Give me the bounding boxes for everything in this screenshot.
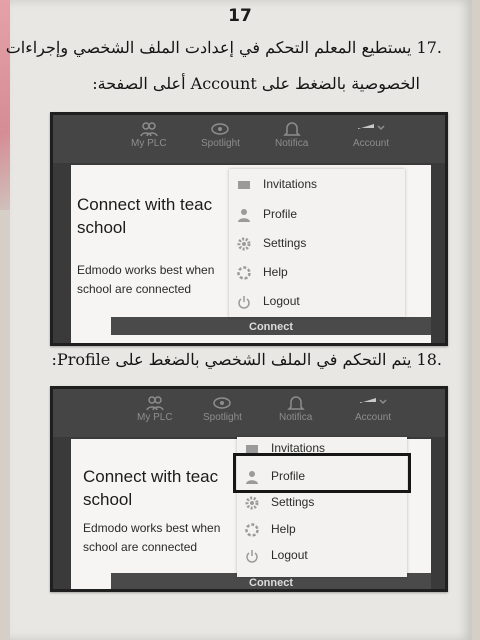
page-number: 17 [228, 6, 252, 26]
nav-label: Account [355, 412, 392, 423]
group-icon [145, 395, 165, 411]
step17-line1: .17 يستطيع المعلم التحكم في إعدادت الملف الشخصي وإجراءات [5, 38, 442, 57]
menu-item-label: Help [271, 522, 296, 536]
group-icon [139, 121, 159, 137]
screenshot-account-menu [50, 112, 448, 346]
bell-icon [282, 121, 302, 137]
menu-item-label: Logout [263, 294, 300, 308]
nav-my-plc[interactable] [131, 121, 167, 149]
menu-item-label: Invitations [263, 177, 318, 191]
nav-my-plc[interactable] [137, 395, 173, 423]
nav-label: Spotlight [203, 412, 242, 423]
nav-label: My PLC [137, 412, 173, 423]
top-navigation-bar [53, 115, 445, 163]
nav-spotlight[interactable] [201, 121, 240, 149]
spotlight-icon [212, 395, 232, 411]
connect-school-text: Edmodo works best when school are connected [77, 263, 215, 296]
menu-item-label: Help [263, 265, 288, 279]
connect-school-title: Connect with teac school [77, 195, 213, 237]
nav-label: Notifica [279, 412, 313, 423]
step18-line1: .18 يتم التحكم في الملف الشخصي بالضغط على Profile: [51, 350, 442, 369]
connect-button[interactable]: Connect [111, 317, 431, 335]
power-icon [237, 295, 251, 309]
menu-item-invitations[interactable] [229, 173, 405, 197]
account-flag-icon [356, 121, 386, 137]
menu-item-label: Invitations [271, 441, 326, 455]
profile-highlight-box [233, 453, 411, 493]
nav-account[interactable] [355, 395, 391, 423]
menu-item-logout[interactable] [237, 544, 407, 568]
user-icon [237, 208, 251, 222]
menu-item-label: Profile [263, 207, 298, 221]
nav-label: Account [353, 138, 390, 149]
menu-item-label: Profile [271, 469, 306, 483]
menu-item-logout[interactable] [229, 290, 405, 314]
account-flag-icon [358, 395, 388, 411]
gear-icon [245, 496, 259, 510]
bell-icon [286, 395, 306, 411]
envelope-icon [237, 178, 251, 192]
menu-item-settings[interactable] [229, 232, 405, 256]
connect-school-title: Connect with teac school [83, 467, 219, 509]
menu-item-help[interactable] [229, 261, 405, 285]
menu-item-help[interactable] [237, 518, 407, 542]
menu-item-label: Settings [263, 236, 307, 250]
spotlight-icon [210, 121, 230, 137]
gear-icon [237, 237, 251, 251]
screenshot-profile-highlight [50, 386, 448, 592]
nav-spotlight[interactable] [203, 395, 242, 423]
connect-school-text: Edmodo works best when school are connected [83, 521, 221, 554]
power-icon [245, 549, 259, 563]
menu-item-settings[interactable] [237, 491, 407, 515]
step17-line2: الخصوصية بالضغط على Account أعلى الصفحة: [92, 74, 420, 93]
top-navigation-bar [53, 389, 445, 437]
nav-label: Notifica [275, 138, 309, 149]
menu-item-label: Logout [271, 548, 308, 562]
nav-notifications[interactable] [279, 395, 312, 423]
help-icon [245, 523, 259, 537]
help-icon [237, 266, 251, 280]
menu-item-label: Settings [271, 495, 315, 509]
nav-notifications[interactable] [275, 121, 308, 149]
nav-label: Spotlight [201, 138, 240, 149]
connect-button[interactable]: Connect [111, 573, 431, 591]
nav-label: My PLC [131, 138, 167, 149]
account-dropdown-menu [229, 169, 405, 317]
menu-item-profile[interactable] [229, 203, 405, 227]
nav-account[interactable] [353, 121, 389, 149]
